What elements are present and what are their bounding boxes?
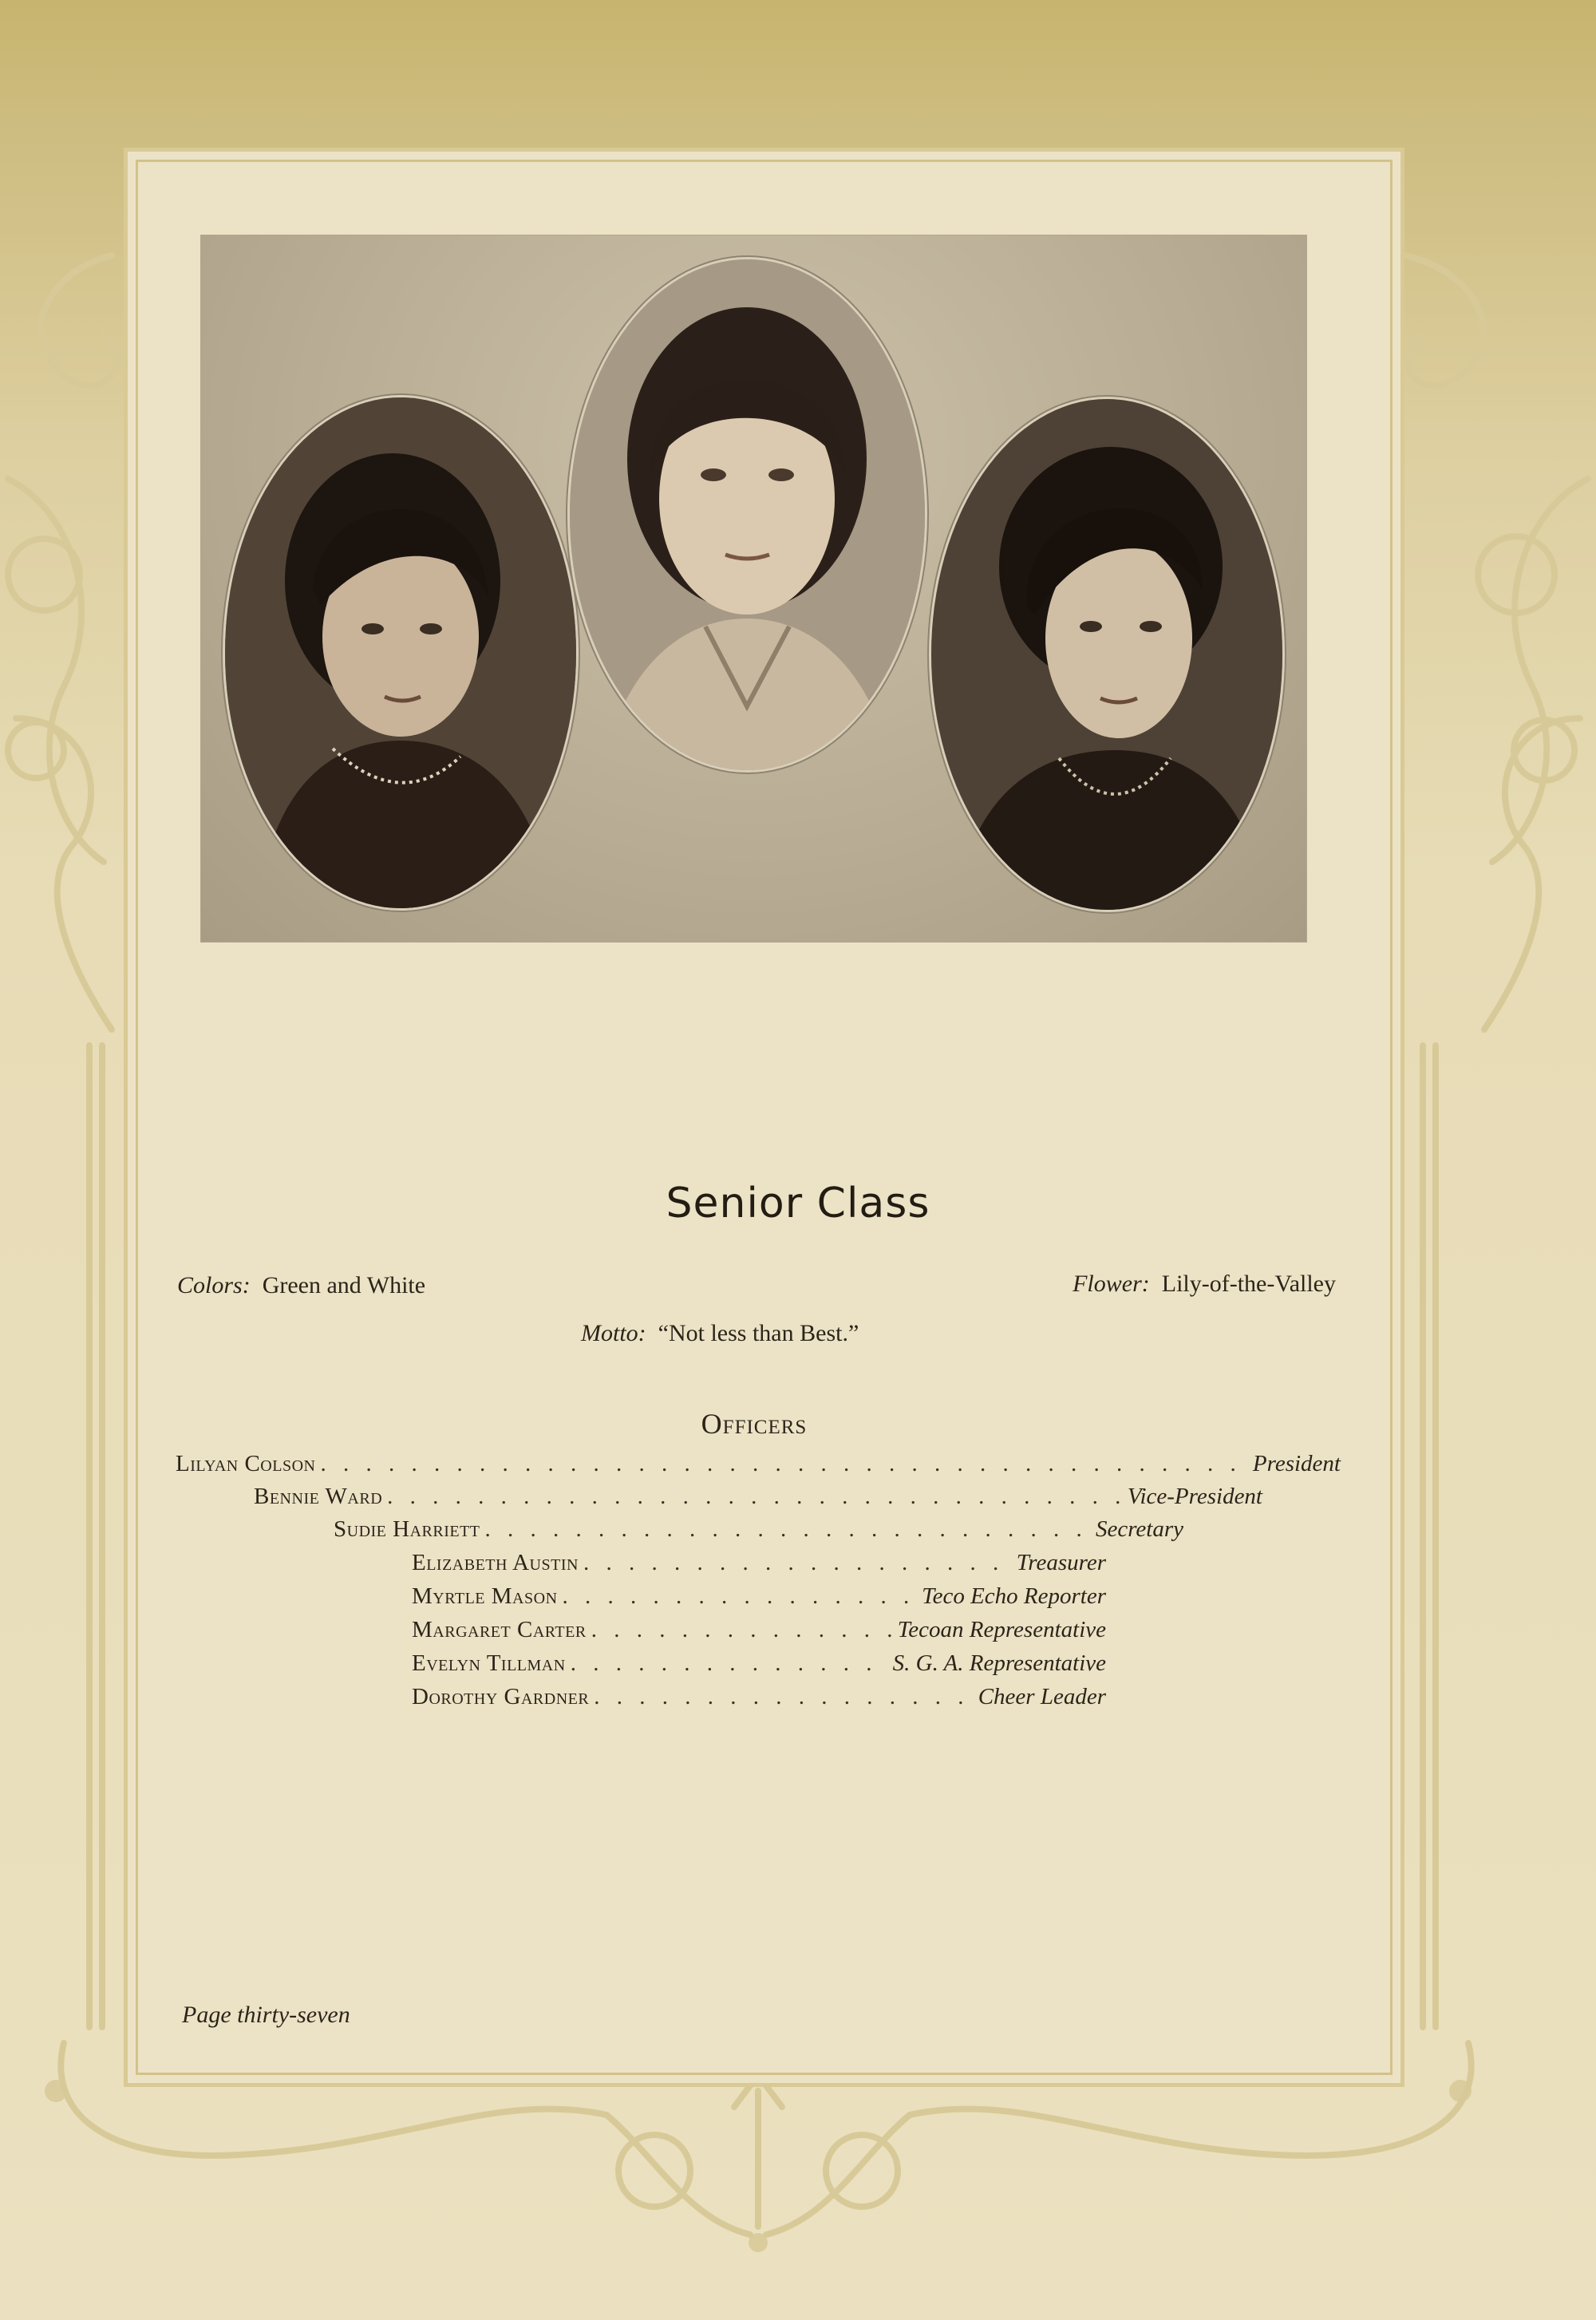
portrait-left: [225, 397, 576, 908]
officer-row: [412, 1684, 1106, 1716]
officer-name: Margaret Carter: [412, 1617, 587, 1642]
officer-role: Treasurer: [1016, 1550, 1106, 1575]
portrait-right: [931, 399, 1282, 910]
portrait-photo: [201, 235, 1306, 942]
officer-role: Tecoan Representative: [897, 1617, 1106, 1642]
officer-role: Vice-President: [1127, 1484, 1262, 1509]
officer-row: [176, 1451, 1341, 1483]
class-flower: [1073, 1271, 1336, 1298]
officer-role: President: [1252, 1451, 1341, 1476]
officer-name: Dorothy Gardner: [412, 1684, 590, 1709]
colors-value: Green and White: [262, 1272, 426, 1298]
officer-row: [254, 1484, 1262, 1516]
colors-label: Colors:: [177, 1272, 251, 1298]
officer-name: Elizabeth Austin: [412, 1550, 579, 1575]
officer-role: Secretary: [1095, 1516, 1183, 1542]
leader-dots: [485, 1516, 1091, 1543]
officer-role: S. G. A. Representative: [892, 1650, 1106, 1676]
officer-row: [334, 1516, 1183, 1548]
leader-dots: [571, 1650, 888, 1677]
portrait-center: [570, 259, 925, 770]
officer-row: [412, 1583, 1106, 1615]
page-title: Senior Class: [666, 1180, 930, 1227]
officer-name: Evelyn Tillman: [412, 1650, 566, 1676]
officer-name: Myrtle Mason: [412, 1583, 558, 1609]
leader-dots: [594, 1684, 974, 1710]
officer-row: [412, 1617, 1106, 1649]
officer-name: Sudie Harriett: [334, 1516, 480, 1542]
officer-name: Bennie Ward: [254, 1484, 383, 1509]
leader-dots: [387, 1484, 1123, 1510]
motto-label: Motto:: [581, 1320, 646, 1346]
leader-dots: [320, 1451, 1247, 1477]
flower-label: Flower:: [1073, 1271, 1150, 1297]
officer-role: Teco Echo Reporter: [922, 1583, 1106, 1609]
leader-dots: [563, 1583, 918, 1610]
leader-dots: [583, 1550, 1012, 1576]
page-number-label: Page thirty-seven: [182, 2002, 350, 2028]
officer-row: [412, 1550, 1106, 1582]
flower-value: Lily-of-the-Valley: [1161, 1271, 1336, 1297]
officer-row: [412, 1650, 1106, 1682]
motto-value: “Not less than Best.”: [658, 1320, 859, 1346]
class-colors: [177, 1272, 425, 1299]
class-motto: [581, 1320, 859, 1347]
officers-heading: Officers: [701, 1408, 808, 1440]
officer-role: Cheer Leader: [978, 1684, 1106, 1709]
officer-name: Lilyan Colson: [176, 1451, 316, 1476]
leader-dots: [591, 1617, 893, 1643]
